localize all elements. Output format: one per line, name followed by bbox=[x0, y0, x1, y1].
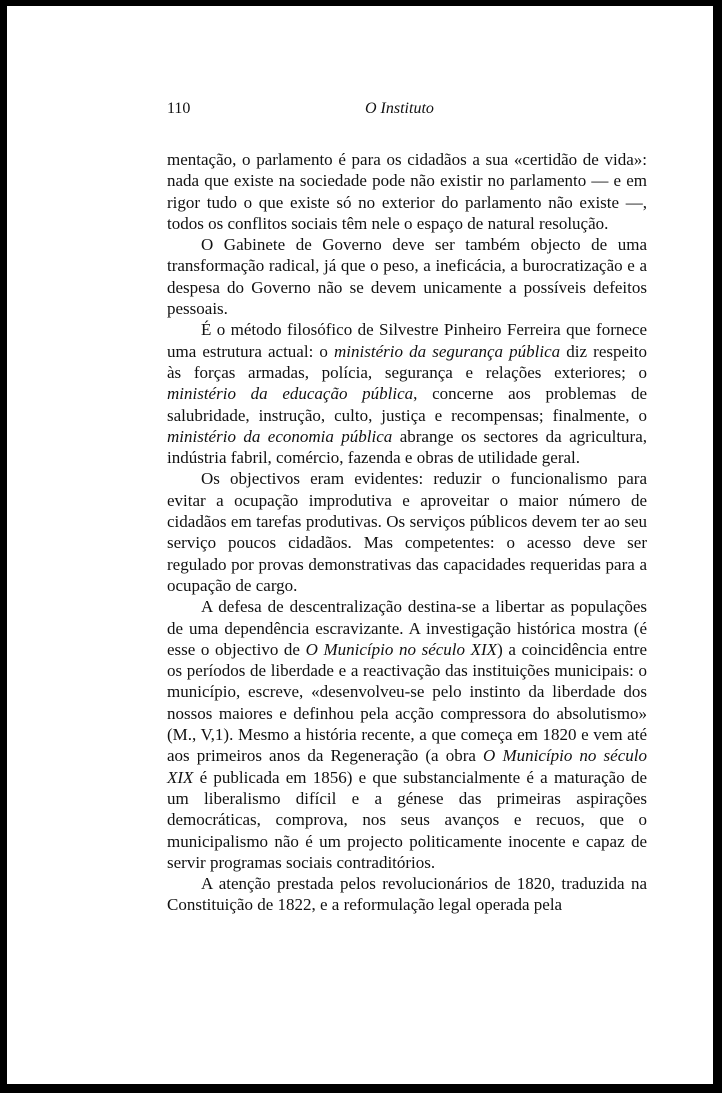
text-run: Os objectivos eram evidentes: reduzir o funcionalismo para evitar a ocupação improdutiva e aproveitar o maior número de cidadãos em tarefas produtivas. Os serviços públicos devem ter ao seu serviço poucos cidadãos. Mas competentes: o acesso deve ser regulado por provas demonstrativas das capacidades requeridas para a ocupação de cargo. bbox=[167, 469, 647, 595]
text-run: diz respeito às forças armadas, polícia, segurança e relações exteriores; o bbox=[167, 341, 647, 382]
paragraph bbox=[167, 596, 647, 873]
text-run: é publicada em 1856) e que substancialmente é a maturação de um liberalismo difícil e a génese das primeiras aspirações democráticas, comprova, nos seus avanços e recuos, que o municipalismo não é um projecto politicamente inocente e capaz de servir programas sociais contraditórios. bbox=[167, 767, 647, 872]
text-run: ) a coincidência entre os períodos de liberdade e a reactivação das instituições municipais: o município, escreve, «desenvolveu-se pelo instinto da liberdade dos nossos maiores e definhou pela acção compressora do absolutismo» (M., V,1). Mesmo a história recente, a que começa em 1820 e vem até aos primeiros anos da Regeneração (a obra bbox=[167, 639, 648, 766]
book-page bbox=[7, 6, 713, 1084]
page-number: 110 bbox=[167, 100, 191, 117]
paragraph bbox=[167, 149, 647, 234]
text-run: abrange os sectores da agricultura, indústria fabril, comércio, fazenda e obras de utilidade geral. bbox=[167, 426, 647, 468]
text-run: mentação, o parlamento é para os cidadãos a sua «certidão de vida»: nada que existe na sociedade pode não existir no parlamento — e em rigor tudo o que existe só no exterior do parlamento não existe —, todos os conflitos sociais têm nele o espaço de natural resolução. bbox=[167, 150, 647, 233]
paragraph bbox=[167, 234, 647, 319]
italic-term: ministério da educação pública bbox=[167, 384, 414, 404]
text-run: A atenção prestada pelos revolucionários de 1820, traduzida na Constituição de 1822, e a reformulação legal operada pela bbox=[167, 874, 647, 915]
italic-term: ministério da economia pública bbox=[167, 426, 393, 446]
text-run: O Gabinete de Governo deve ser também objecto de uma transformação radical, já que o peso, a ineficácia, a burocratização e a despesa do Governo não se devem unicamente a possíveis defeitos pessoais. bbox=[167, 235, 647, 319]
italic-book-title: O Município no século XIX bbox=[305, 639, 498, 659]
italic-term: ministério da segurança pública bbox=[334, 341, 561, 361]
paragraph bbox=[167, 873, 647, 916]
text-run: A defesa de descentralização destina-se a libertar as populações de uma dependência escravizante. A investigação histórica mostra (é esse o objectivo de bbox=[167, 597, 647, 659]
text-run: É o método filosófico de Silvestre Pinheiro Ferreira que fornece uma estrutura actual: o bbox=[167, 320, 647, 361]
body-text bbox=[167, 149, 647, 916]
paragraph bbox=[167, 468, 647, 596]
paragraph bbox=[167, 319, 647, 468]
page-header bbox=[167, 100, 647, 122]
italic-book-title: O Município no século XIX bbox=[167, 746, 647, 787]
running-title: O Instituto bbox=[365, 100, 434, 117]
text-run: , concerne aos problemas de salubridade, instrução, culto, justiça e recompensas; finalmente, o bbox=[167, 384, 647, 425]
